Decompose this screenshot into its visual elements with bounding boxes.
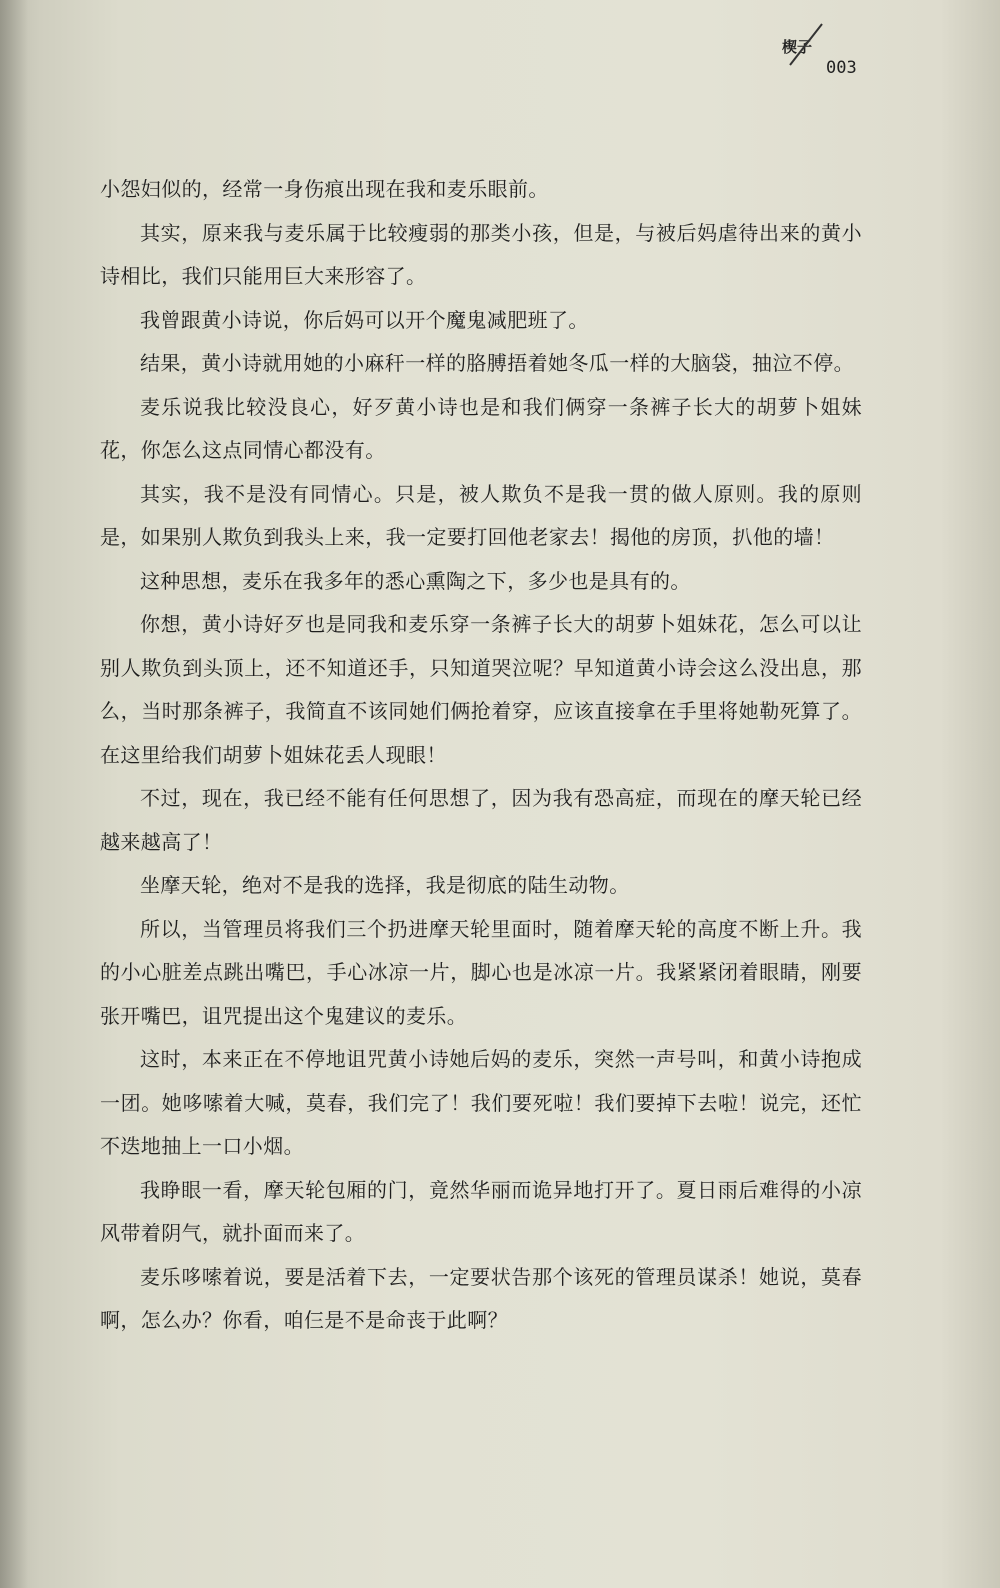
chapter-title: 楔子 — [782, 38, 813, 56]
page-gutter-shadow — [0, 0, 28, 1588]
paragraph: 这时，本来正在不停地诅咒黄小诗她后妈的麦乐，突然一声号叫，和黄小诗抱成一团。她哆嗦着大喊，莫春，我们完了！我们要死啦！我们要掉下去啦！说完，还忙不迭地抽上一口小烟。 — [100, 1047, 862, 1158]
paragraph: 麦乐说我比较没良心，好歹黄小诗也是和我们俩穿一条裤子长大的胡萝卜姐妹花，你怎么这点同情心都没有。 — [100, 394, 862, 462]
paragraph: 我曾跟黄小诗说，你后妈可以开个魔鬼减肥班了。 — [140, 307, 589, 332]
page-number: 003 — [826, 58, 857, 78]
paragraph: 小怨妇似的，经常一身伤痕出现在我和麦乐眼前。 — [100, 177, 549, 201]
paragraph: 结果，黄小诗就用她的小麻秆一样的胳膊捂着她冬瓜一样的大脑袋，抽泣不停。 — [140, 351, 854, 375]
paragraph: 这种思想，麦乐在我多年的悉心熏陶之下，多少也是具有的。 — [140, 568, 691, 593]
paragraph: 其实，原来我与麦乐属于比较瘦弱的那类小孩，但是，与被后妈虐待出来的黄小诗相比，我们只能用巨大来形容了。 — [100, 220, 862, 288]
paragraph: 你想，黄小诗好歹也是同我和麦乐穿一条裤子长大的胡萝卜姐妹花，怎么可以让别人欺负到头顶上，还不知道还手，只知道哭泣呢？早知道黄小诗会这么没出息，那么，当时那条裤子，我简直不该同她们俩抢着穿，应该直接拿在手里将她勒死算了。在这里给我们胡萝卜姐妹花丢人现眼！ — [100, 612, 862, 767]
paragraph: 所以，当管理员将我们三个扔进摩天轮里面时，随着摩天轮的高度不断上升。我的小心脏差点跳出嘴巴，手心冰凉一片，脚心也是冰凉一片。我紧紧闭着眼睛，刚要张开嘴巴，诅咒提出这个鬼建议的麦乐。 — [100, 916, 862, 1028]
paragraph: 不过，现在，我已经不能有任何思想了，因为我有恐高症，而现在的摩天轮已经越来越高了！ — [100, 786, 862, 854]
running-header — [770, 34, 890, 94]
paragraph: 麦乐哆嗦着说，要是活着下去，一定要状告那个该死的管理员谋杀！她说，莫春啊，怎么办？你看，咱仨是不是命丧于此啊？ — [100, 1264, 862, 1332]
body-text — [100, 168, 862, 1343]
paragraph: 我睁眼一看，摩天轮包厢的门，竟然华丽而诡异地打开了。夏日雨后难得的小凉风带着阴气，就扑面而来了。 — [100, 1177, 862, 1245]
paragraph: 坐摩天轮，绝对不是我的选择，我是彻底的陆生动物。 — [140, 873, 630, 897]
paragraph: 其实，我不是没有同情心。只是，被人欺负不是我一贯的做人原则。我的原则是，如果别人欺负到我头上来，我一定要打回他老家去！揭他的房顶，扒他的墙！ — [100, 481, 862, 549]
